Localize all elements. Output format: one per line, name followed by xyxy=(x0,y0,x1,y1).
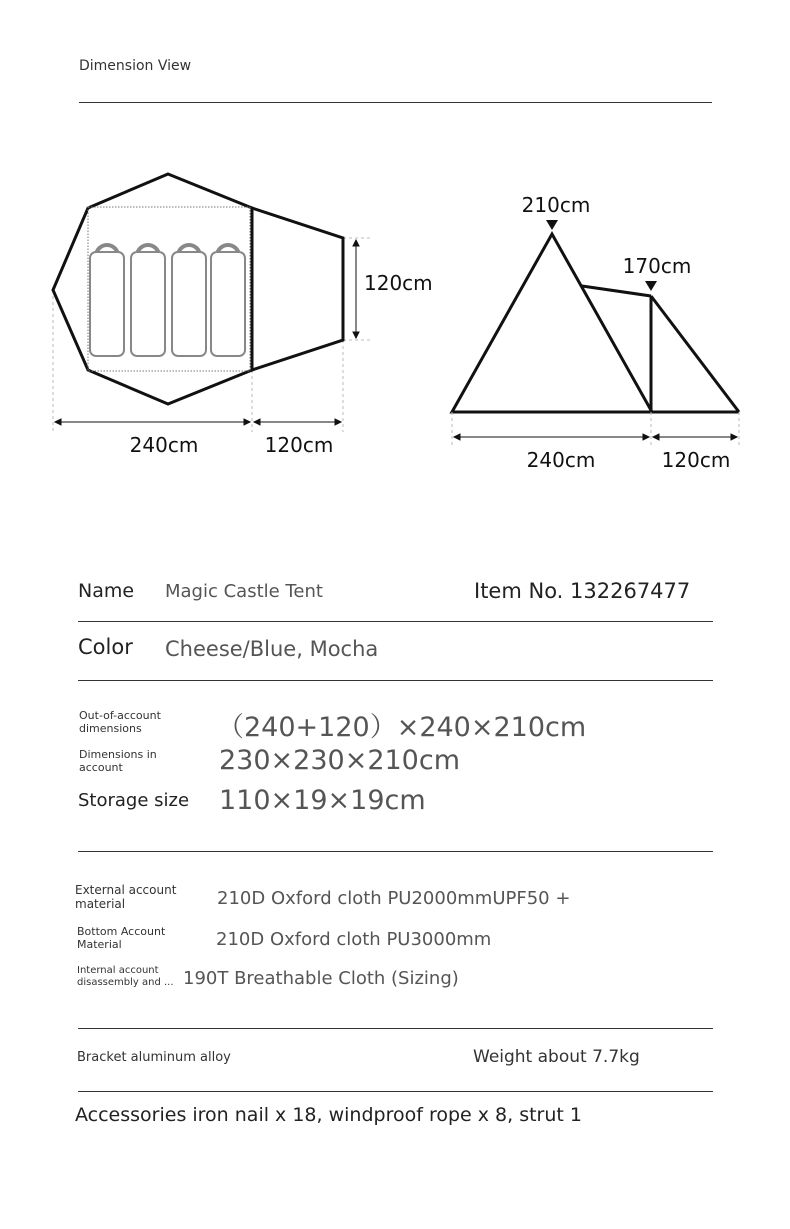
external-material-value: 210D Oxford cloth PU2000mmUPF50 + xyxy=(217,888,571,909)
outer-dimensions-value: （240+120）×240×210cm xyxy=(217,712,587,743)
internal-material-label: Internal account disassembly and ... xyxy=(77,965,174,988)
inner-dimensions-value: 230×230×210cm xyxy=(219,745,460,776)
bracket-material: Bracket aluminum alloy xyxy=(77,1050,231,1065)
page-title: Dimension View xyxy=(79,58,192,74)
top-view-diagram xyxy=(0,160,433,480)
bottom-material-label: Bottom Account Material xyxy=(77,925,166,951)
weight xyxy=(473,1047,640,1067)
storage-size-label: Storage size xyxy=(78,790,190,811)
color-label: Color xyxy=(78,635,133,659)
accessories: Accessories iron nail x 18, windproof rope x 8, strut 1 xyxy=(75,1104,582,1126)
name-value: Magic Castle Tent xyxy=(165,581,323,602)
external-material-label: External account material xyxy=(75,883,177,911)
header-divider xyxy=(79,102,712,103)
item-number: Item No. 132267477 xyxy=(474,579,691,603)
bottom-material-value: 210D Oxford cloth PU3000mm xyxy=(216,929,492,950)
side-view-diagram xyxy=(400,180,760,480)
divider xyxy=(78,680,713,681)
weight-label: Weight about xyxy=(473,1047,587,1067)
side-dim-tent-width: 240cm xyxy=(526,448,596,472)
color-value: Cheese/Blue, Mocha xyxy=(165,637,379,661)
divider xyxy=(78,1028,713,1029)
storage-size-value: 110×19×19cm xyxy=(219,785,426,816)
divider xyxy=(78,851,713,852)
side-dim-vestibule-width: 120cm xyxy=(661,448,731,472)
name-label: Name xyxy=(78,580,135,602)
weight-value: 7.7kg xyxy=(592,1047,640,1067)
internal-material-value: 190T Breathable Cloth (Sizing) xyxy=(183,968,459,989)
outer-dimensions-label: Out-of-account dimensions xyxy=(79,709,161,735)
side-dim-peak-height: 210cm xyxy=(521,193,591,217)
divider xyxy=(78,621,713,622)
top-dim-vestibule-width: 120cm xyxy=(264,433,334,457)
top-dim-vestibule-height: 120cm xyxy=(364,271,433,295)
divider xyxy=(78,1091,713,1092)
top-dim-tent-width: 240cm xyxy=(129,433,199,457)
side-dim-vestibule-height: 170cm xyxy=(622,254,692,278)
inner-dimensions-label: Dimensions in account xyxy=(79,748,157,774)
